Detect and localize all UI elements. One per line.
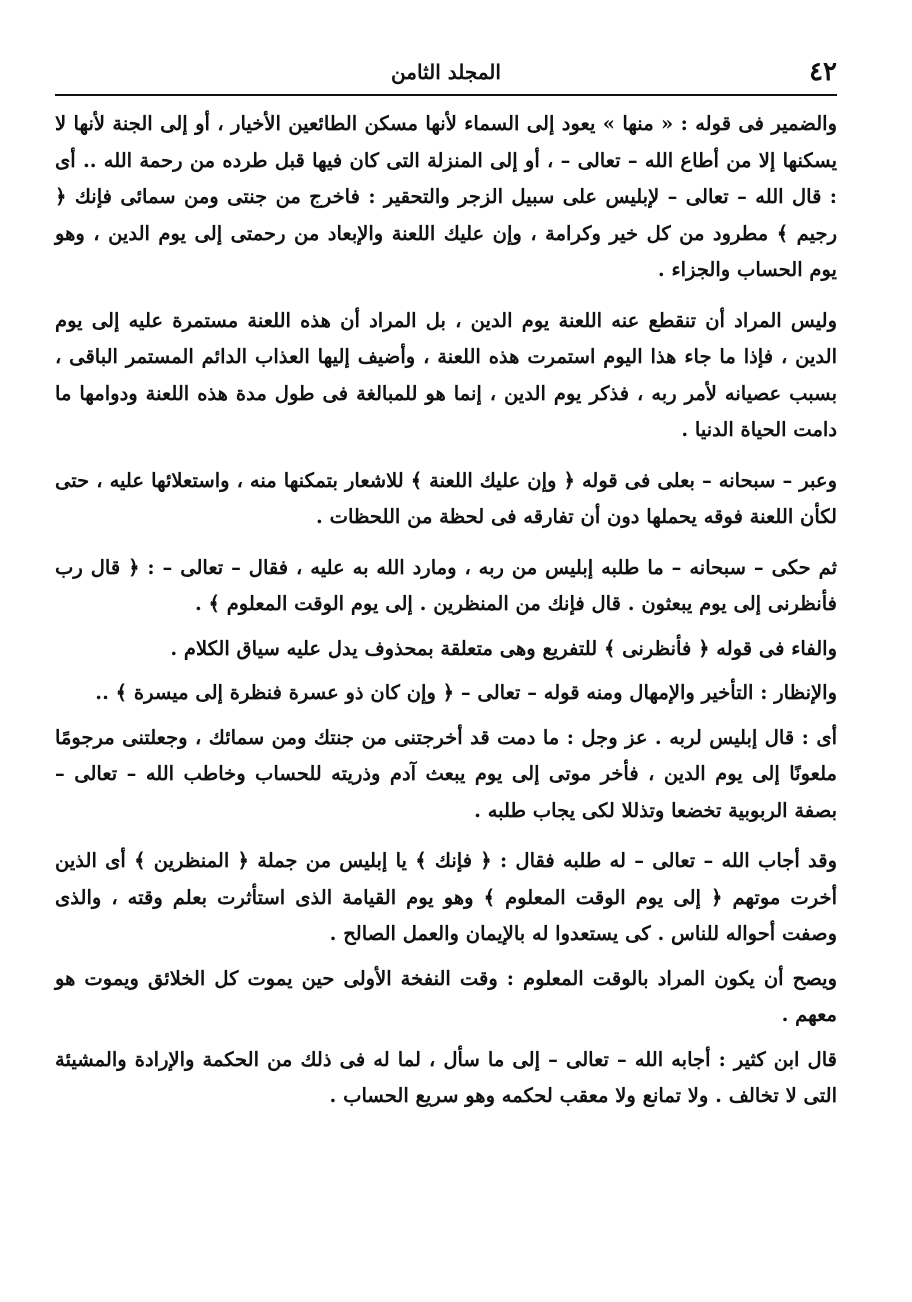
paragraph: والإنظار : التأخير والإمهال ومنه قوله – تعالى – ﴿ وإن كان ذو عسرة فنظرة إلى ميسرة ﴾ .. bbox=[95, 681, 837, 704]
paragraph: وليس المراد أن تنقطع عنه اللعنة يوم الدين ، بل المراد أن هذه اللعنة مستمرة عليه إلى يوم الدين ، فإذا ما جاء هذا اليوم استمرت هذه اللعنة ، وأضيف إليها العذاب الدائم المستمر الباقى ، بسبب عصيانه لأمر ربه ، فذكر يوم الدين ، إنما هو للمبالغة فى طول مدة هذه اللعنة ودوامها ما دامت الحياة الدنيا . bbox=[55, 308, 838, 441]
running-title: المجلد الثامن bbox=[391, 60, 501, 84]
paragraph: والضمير فى قوله : « منها » يعود إلى السماء لأنها مسكن الطائعين الأخيار ، أو إلى الجنة لأنها لا يسكنها إلا من أطاع الله – تعالى – ، أو إلى المنزلة التى كان فيها قبل طرده من رحمة الله .. أى : قال الله – تعالى – لإبليس على سبيل الزجر والتحقير : فاخرج من جنتى ومن سمائى فإنك ﴿ رجيم ﴾ مطرود من كل خير وكرامة ، وإن عليك اللعنة والإبعاد من رحمتى إلى يوم الدين ، وهو يوم الحساب والجزاء . bbox=[55, 112, 837, 281]
page-number: ٤٢ bbox=[809, 57, 837, 87]
paragraph: وقد أجاب الله – تعالى – له طلبه فقال : ﴿ فإنك ﴾ يا إبليس من جملة ﴿ المنظرين ﴾ أى الذين أخرت موتهم ﴿ إلى يوم الوقت المعلوم ﴾ وهو يوم القيامة الذى استأثرت بعلم وقته ، والذى وصفت أحواله للناس . كى يستعدوا له بالإيمان والعمل الصالح . bbox=[55, 849, 837, 945]
paragraph: والفاء فى قوله ﴿ فأنظرنى ﴾ للتفريع وهى متعلقة بمحذوف يدل عليه سياق الكلام . bbox=[170, 636, 837, 660]
page-header bbox=[55, 52, 837, 92]
paragraph: أى : قال إبليس لربه . عز وجل : ما دمت قد أخرجتنى من جنتك ومن سمائك ، وجعلتنى مرجومًا ملعونًا إلى يوم الدين ، فأخر موتى إلى يوم يبعث آدم وذريته للحساب وخاطب الله – تعالى – بصفة الربوبية تخضعا وتذللا لكى يجاب طلبه . bbox=[55, 725, 837, 822]
paragraph: ثم حكى – سبحانه – ما طلبه إبليس من ربه ، ومارد الله به عليه ، فقال – تعالى – : ﴿ قال رب فأنظرنى إلى يوم يبعثون . قال فإنك من المنظرين . إلى يوم الوقت المعلوم ﴾ . bbox=[55, 555, 837, 615]
paragraph: قال ابن كثير : أجابه الله – تعالى – إلى ما سأل ، لما له فى ذلك من الحكمة والإرادة والمشيئة التى لا تخالف . ولا تمانع ولا معقب لحكمه وهو سريع الحساب . bbox=[55, 1047, 837, 1107]
page-body bbox=[55, 106, 837, 1129]
paragraph: وعبر – سبحانه – بعلى فى قوله ﴿ وإن عليك اللعنة ﴾ للاشعار بتمكنها منه ، واستعلائها عليه ، حتى لكأن اللعنة فوقه يحملها دون أن تفارقه فى لحظة من اللحظات . bbox=[55, 468, 837, 528]
paragraph: ويصح أن يكون المراد بالوقت المعلوم : وقت النفخة الأولى حين يموت كل الخلائق ويموت هو معهم . bbox=[55, 966, 837, 1026]
header-rule bbox=[55, 94, 837, 96]
